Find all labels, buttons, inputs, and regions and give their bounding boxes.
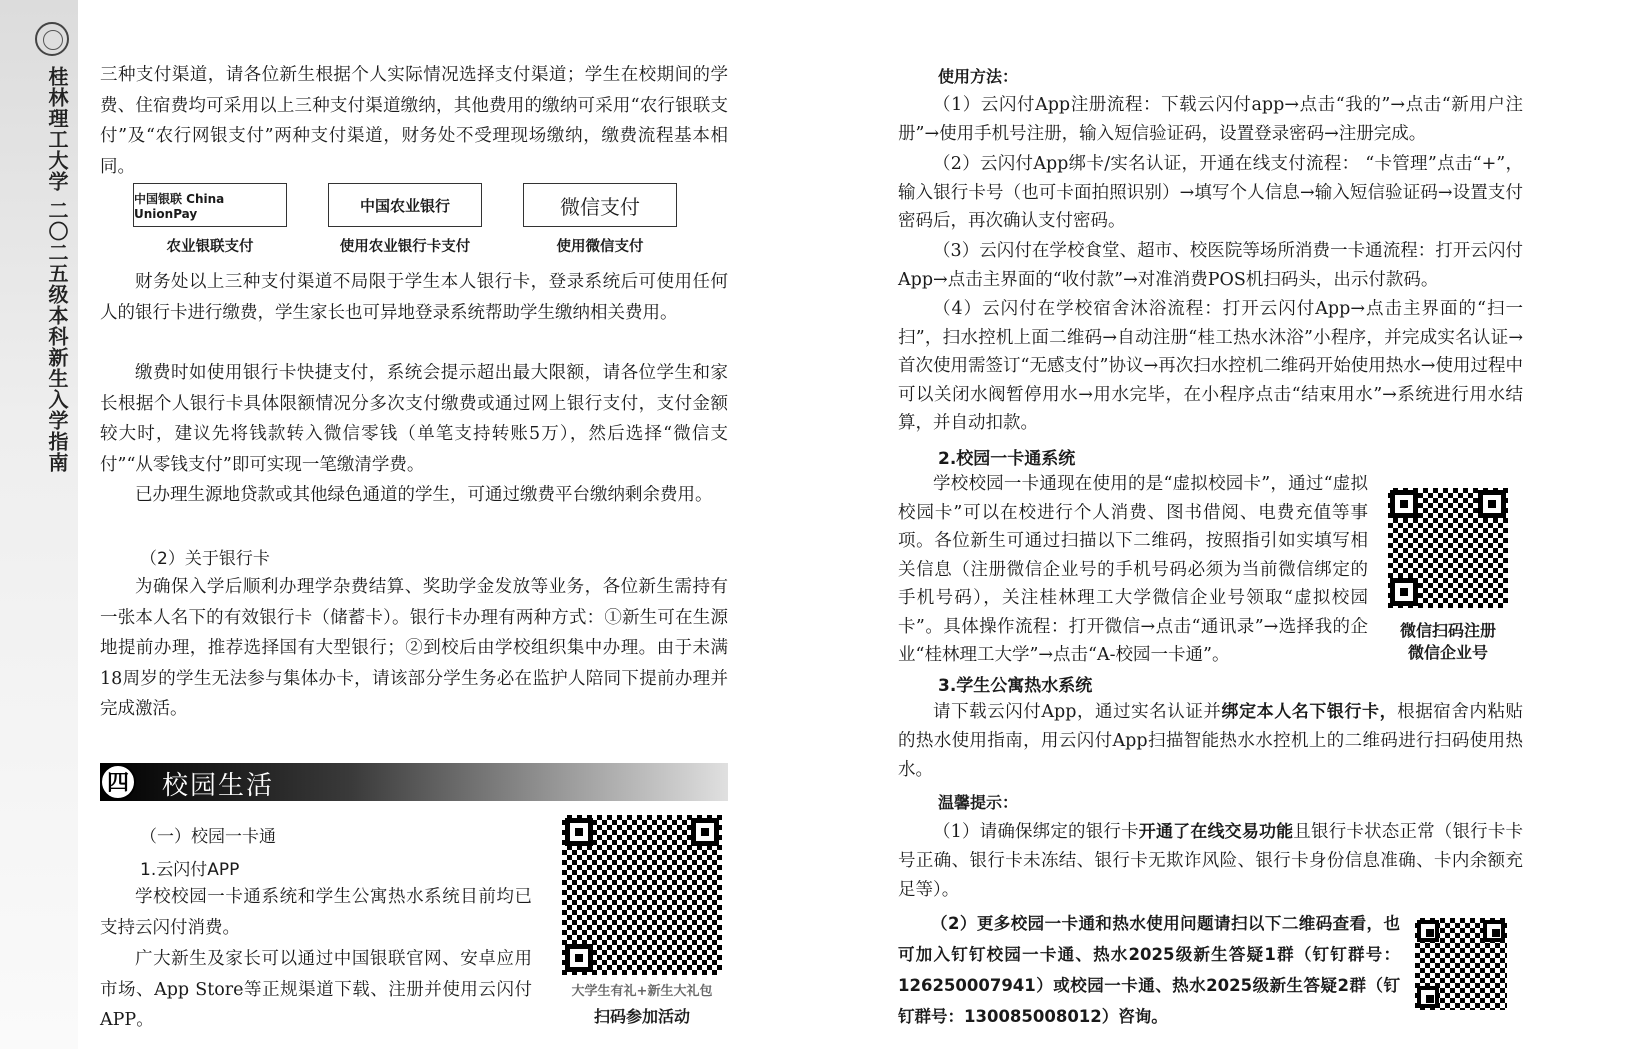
- spine-title: 桂林理工大学 二〇二五级本科新生入学指南: [45, 66, 69, 473]
- hot-water-heading: 3.学生公寓热水系统: [938, 676, 1093, 696]
- tip-2: （2）更多校园一卡通和热水使用问题请扫以下二维码查看，也可加入钉钉校园一卡通、热水2025级新生答疑1群（钉钉群号：126250007941）或校园一卡通、热水2025级新生答疑2群（钉钉群号：130085008012）咨询。: [898, 914, 1400, 1026]
- bank-card-heading: （2）关于银行卡: [140, 549, 270, 569]
- bank-card-paragraph: 为确保入学后顺利办理学杂费结算、奖助学金发放等业务，各位新生需持有一张本人名下的有效银行卡（储蓄卡）。银行卡办理有两种方式：①新生可在生源地提前办理，推荐选择国有大型银行；②到校后由学校组织集中办理。由于未满18周岁的学生无法参与集体办卡，请该部分学生务必在监护人陪同下提前办理并完成激活。: [100, 577, 728, 719]
- virtual-card-paragraph: 学校校园一卡通现在使用的是“虚拟校园卡”，通过“虚拟校园卡”可以在校进行个人消费、图书借阅、电费充值等事项。各位新生可通过扫描以下二维码，按照指引如实填写相关信息（注册微信企业号的手机号码必须为当前微信绑定的手机号码），关注桂林理工大学微信企业号领取“虚拟校园卡”。具体操作流程：打开微信→点击“通讯录”→选择我的企业“桂林理工大学”→点击“A-校园一卡通”。: [898, 474, 1368, 665]
- wechat-enterprise-qr-code: [1388, 488, 1508, 608]
- tips-heading: 温馨提示：: [938, 793, 1019, 812]
- unionpay-app-heading: 1.云闪付APP: [140, 860, 240, 880]
- wechat-qr-caption-2: 微信企业号: [1407, 643, 1488, 662]
- spine-sidebar: [0, 0, 78, 1049]
- abc-bank-logo: 中国农业银行: [328, 183, 482, 227]
- unionpay-caption: 农业银联支付: [166, 239, 254, 255]
- help-qr-code: [1415, 918, 1507, 1010]
- section-title: 校园生活: [162, 771, 275, 801]
- campus-card-heading: （一）校园一卡通: [140, 827, 276, 847]
- payment-limit-paragraph: 缴费时如使用银行卡快捷支付，系统会提示超出最大限额，请各位学生和家长根据个人银行卡具体限额情况分多次支付缴费或通过网上银行支付，支付金额较大时，建议先将钱款转入微信零钱（单笔支持转账5万），然后选择“微信支付”“从零钱支付”即可实现一笔缴清学费。: [100, 363, 728, 475]
- payment-channels-paragraph: 三种支付渠道，请各位新生根据个人实际情况选择支付渠道；学生在校期间的学费、住宿费均可采用以上三种支付渠道缴纳，其他费用的缴纳可采用“农行银联支付”及“农行网银支付”两种支付渠道，财务处不受理现场缴纳，缴费流程基本相同。: [100, 65, 728, 177]
- unionpay-app-paragraph: 学校校园一卡通系统和学生公寓热水系统目前均已支持云闪付消费。: [100, 887, 532, 938]
- wechat-pay-caption: 使用微信支付: [556, 239, 644, 255]
- activity-qr-caption-1: 大学生有礼+新生大礼包: [571, 984, 713, 999]
- section-number: 四: [100, 764, 136, 800]
- campus-card-system-heading: 2.校园一卡通系统: [938, 449, 1076, 469]
- usage-step-4: （4）云闪付在学校宿舍沐浴流程：打开云闪付App→点击主界面的“扫一扫”，扫水控机上面二维码→自动注册“桂工热水沐浴”小程序，并完成实名认证→首次使用需签订“无感支付”协议→再次扫水控机二维码开始使用热水→使用过程中可以关闭水阀暂停用水→用水完毕，在小程序点击“结束用水”→系统进行用水结算，并自动扣款。: [898, 299, 1523, 433]
- abc-bank-caption: 使用农业银行卡支付: [339, 239, 471, 255]
- payment-logos: [133, 183, 703, 258]
- university-seal-icon: [35, 22, 69, 56]
- hot-water-paragraph: 请下载云闪付App，通过实名认证并绑定本人名下银行卡，根据宿舍内粘贴的热水使用指南，用云闪付App扫描智能热水水控机上的二维码进行扫码使用热水。: [898, 702, 1524, 780]
- tip-1: （1）请确保绑定的银行卡开通了在线交易功能且银行卡状态正常（银行卡卡号正确、银行卡未冻结、银行卡无欺诈风险、银行卡身份信息准确、卡内余额充足等）。: [898, 822, 1524, 900]
- loan-paragraph: 已办理生源地贷款或其他绿色通道的学生，可通过缴费平台缴纳剩余费用。: [135, 485, 713, 505]
- usage-heading: 使用方法：: [938, 67, 1019, 86]
- usage-step-1: （1）云闪付App注册流程：下载云闪付app→点击“我的”→点击“新用户注册”→使用手机号注册，输入短信验证码，设置登录密码→注册完成。: [898, 95, 1523, 144]
- usage-step-3: （3）云闪付在学校食堂、超市、校医院等场所消费一卡通流程：打开云闪付App→点击主界面的“收付款”→对准消费POS机扫码头，出示付款码。: [898, 241, 1523, 290]
- activity-qr-caption-2: 扫码参加活动: [593, 1007, 690, 1026]
- wechat-qr-caption-1: 微信扫码注册: [1399, 621, 1496, 640]
- section-banner: [100, 763, 728, 801]
- payment-scope-paragraph: 财务处以上三种支付渠道不局限于学生本人银行卡，登录系统后可使用任何人的银行卡进行缴费，学生家长也可异地登录系统帮助学生缴纳相关费用。: [100, 272, 728, 323]
- wechat-pay-logo: 微信支付: [523, 183, 677, 227]
- unionpay-logo: 中国银联 China UnionPay: [133, 183, 287, 227]
- usage-step-2: （2）云闪付App绑卡/实名认证，开通在线支付流程： “卡管理”点击“+”，输入银行卡号（也可卡面拍照识别）→填写个人信息→输入短信验证码→设置支付密码后，再次确认支付密码。: [898, 154, 1523, 231]
- download-app-paragraph: 广大新生及家长可以通过中国银联官网、安卓应用市场、App Store等正规渠道下载、注册并使用云闪付APP。: [100, 949, 532, 1030]
- activity-qr-code: [562, 815, 722, 975]
